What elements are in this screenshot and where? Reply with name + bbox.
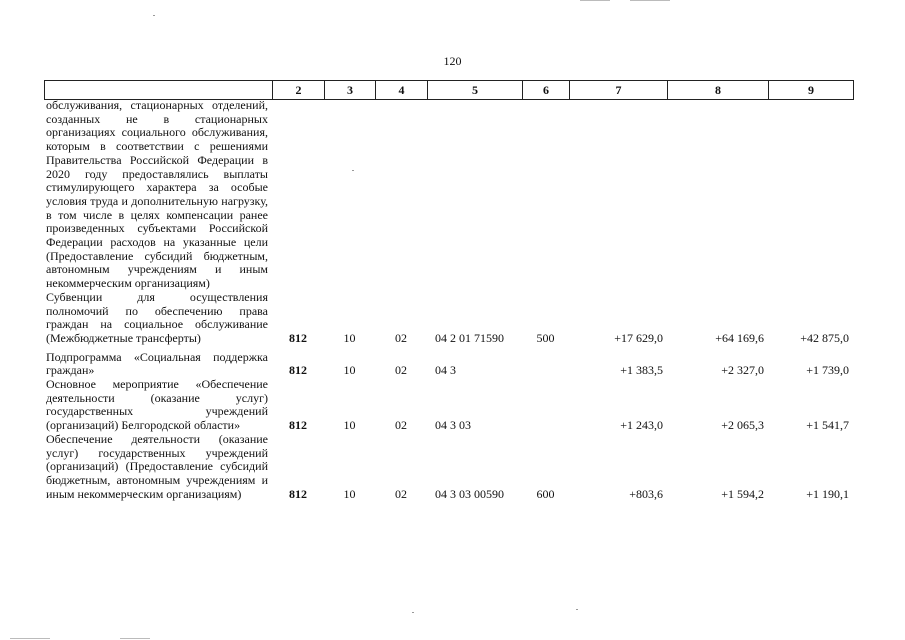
- cell-target-article: [427, 99, 522, 291]
- cell-amount-col7: +1 243,0: [620, 418, 663, 433]
- column-header-table: [44, 80, 854, 100]
- cell-amount-col7: +17 629,0: [614, 330, 663, 345]
- row-description: Подпрограмма «Социальная поддержка граждан»: [46, 349, 268, 378]
- cell-amount-col8: +2 327,0: [721, 363, 764, 378]
- cell-expense-type: 500: [536, 330, 555, 345]
- header-cell-6: 6: [523, 81, 570, 100]
- cell-amount-col8: +1 594,2: [721, 486, 764, 501]
- scan-edge-line: [120, 638, 150, 639]
- cell-target-article: 04 3 03 00590: [435, 486, 504, 501]
- scan-speck: [153, 15, 155, 16]
- scan-speck: [576, 609, 578, 610]
- cell-section: 10: [343, 330, 356, 345]
- cell-amount-col9: +1 541,7: [806, 418, 849, 433]
- cell-subsection: 02: [395, 330, 407, 345]
- cell-target-article: 04 2 01 71590: [435, 330, 504, 345]
- header-row: [45, 81, 854, 100]
- row-description: обслуживания, стационарных отделений, созданных не в стационарных организациях социального обслуживания, которым в соответствии с решениями Правительства Российской Федерации в 2020 году предоставлялись выплаты стимулирующего характера за особые условия труда и дополнительную нагрузку, в том числе в целях компенсации ранее произведенных субъектами Российской Федерации расходов на указанные цели (Предоставление субсидий бюджетным, автономным учреждениям и иным некоммерческим организациям): [46, 98, 268, 291]
- scan-speck: [412, 612, 414, 613]
- cell-subsection: 02: [395, 363, 407, 378]
- row-description: Обеспечение деятельности (оказание услуг) государственных учреждений (организаций) (Предоставление субсидий бюджетным, автономным учреждениям и иным некоммерческим организациям): [46, 431, 268, 501]
- cell-section: 10: [343, 363, 356, 378]
- cell-ministry-code: 812: [289, 330, 307, 345]
- cell-ministry-code: [272, 99, 324, 291]
- cell-expense-type: [522, 99, 569, 291]
- cell-amount-col9: [768, 99, 853, 291]
- cell-amount-col7: [569, 99, 667, 291]
- cell-expense-type: [522, 351, 569, 378]
- scan-edge-line: [580, 0, 610, 1]
- header-cell-7: 7: [570, 81, 668, 100]
- cell-section: 10: [343, 418, 356, 433]
- cell-expense-type: [522, 378, 569, 433]
- cell-amount-col9: +1 190,1: [806, 486, 849, 501]
- cell-expense-type: 600: [536, 486, 555, 501]
- header-cell-4: 4: [376, 81, 428, 100]
- cell-subsection: 02: [395, 418, 407, 433]
- header-cell-2: 2: [273, 81, 325, 100]
- budget-table: [44, 99, 853, 501]
- cell-amount-col7: +1 383,5: [620, 363, 663, 378]
- cell-amount-col7: +803,6: [629, 486, 663, 501]
- row-description: Основное мероприятие «Обеспечение деятельности (оказание услуг) государственных учреждений (организаций) Белгородской области»: [46, 377, 268, 433]
- table-row: [44, 433, 853, 502]
- cell-amount-col9: +1 739,0: [806, 363, 849, 378]
- cell-section: 10: [343, 486, 356, 501]
- cell-subsection: [375, 99, 427, 291]
- cell-amount-col8: +64 169,6: [715, 330, 764, 345]
- cell-subsection: 02: [395, 486, 407, 501]
- cell-ministry-code: 812: [289, 486, 307, 501]
- row-description: Субвенции для осуществления полномочий по обеспечению права граждан на социальное обслуживание (Межбюджетные трансферты): [46, 289, 268, 345]
- page-number: 120: [443, 54, 462, 68]
- scan-edge-line: [10, 638, 50, 639]
- table-row: [44, 351, 853, 378]
- scan-speck: [352, 170, 354, 171]
- header-cell-5: 5: [428, 81, 523, 100]
- cell-ministry-code: 812: [289, 363, 307, 378]
- table-row: [44, 291, 853, 346]
- table-row: [44, 99, 853, 291]
- cell-section: [324, 99, 375, 291]
- scan-edge-line: [630, 0, 670, 1]
- cell-amount-col8: [667, 99, 768, 291]
- header-cell-3: 3: [325, 81, 376, 100]
- table-row: [44, 378, 853, 433]
- header-cell-8: 8: [668, 81, 769, 100]
- header-cell-9: 9: [769, 81, 854, 100]
- cell-target-article: 04 3 03: [435, 418, 471, 433]
- cell-amount-col8: +2 065,3: [721, 418, 764, 433]
- header-cell-1: [45, 81, 273, 100]
- cell-amount-col9: +42 875,0: [800, 330, 849, 345]
- cell-ministry-code: 812: [289, 418, 307, 433]
- cell-target-article: 04 3: [435, 363, 456, 378]
